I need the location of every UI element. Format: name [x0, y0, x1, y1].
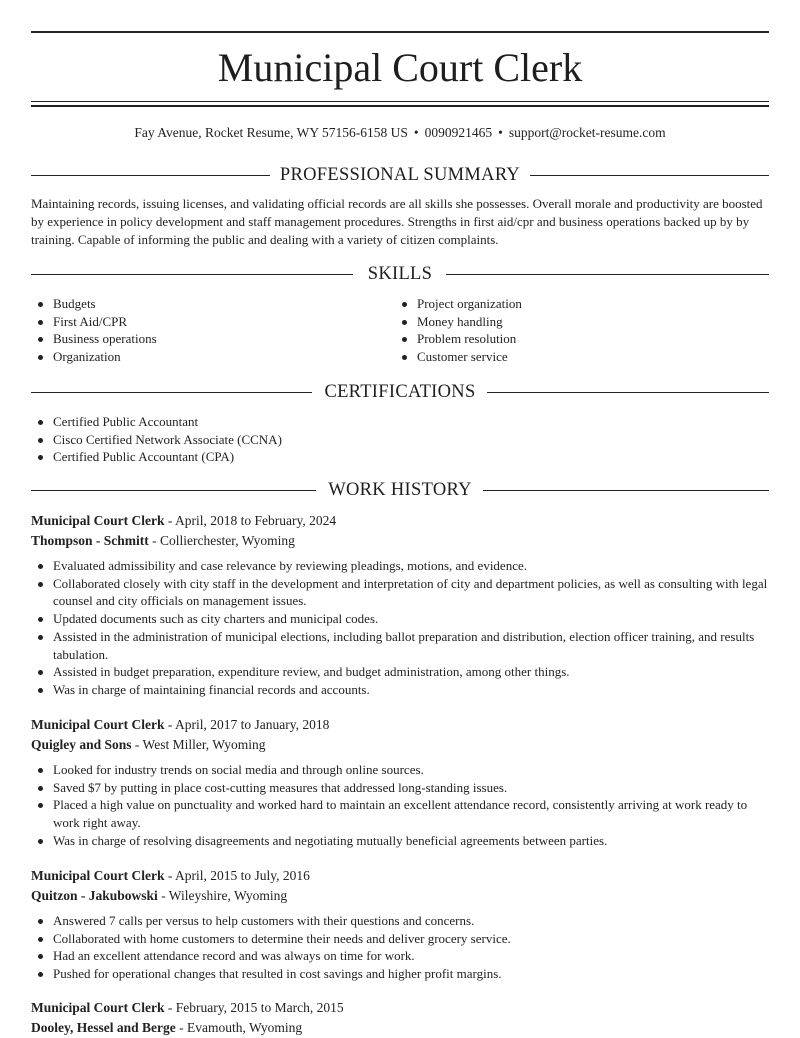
job-company: Thompson - Schmitt	[31, 533, 149, 548]
job-company: Dooley, Hessel and Berge	[31, 1020, 176, 1035]
skill-item: Budgets	[31, 295, 391, 313]
summary-heading-title: PROFESSIONAL SUMMARY	[279, 165, 521, 185]
certification-item: Cisco Certified Network Associate (CCNA)	[31, 431, 769, 449]
job-role-line	[31, 998, 769, 1018]
job-bullets	[31, 912, 769, 983]
contact-phone: 0090921465	[424, 125, 493, 140]
job-title: Municipal Court Clerk	[31, 868, 165, 883]
name-rule-thin	[31, 101, 769, 102]
certifications-heading	[31, 380, 769, 404]
job-bullet: Evaluated admissibility and case relevance by reviewing pleadings, motions, and evidence.	[31, 557, 769, 575]
skills-list-left	[31, 295, 391, 366]
job-role-line	[31, 715, 769, 735]
job-entry	[31, 866, 769, 983]
contact-email: support@rocket-resume.com	[508, 125, 666, 140]
job-location: - Wileyshire, Wyoming	[157, 888, 288, 903]
job-bullet: Pushed for operational changes that resulted in cost savings and higher profit margins.	[31, 965, 769, 983]
skills-list-right	[395, 295, 769, 366]
job-role-line	[31, 866, 769, 886]
job-dates: - April, 2017 to January, 2018	[164, 717, 330, 732]
contact-address: Fay Avenue, Rocket Resume, WY 57156-6158 US	[134, 125, 408, 140]
skill-item: Project organization	[395, 295, 769, 313]
skill-item: Customer service	[395, 348, 769, 366]
job-bullets	[31, 761, 769, 850]
contact-separator: •	[413, 125, 419, 140]
job-bullet: Saved $7 by putting in place cost-cutting measures that addressed long-standing issues.	[31, 779, 769, 797]
certification-item: Certified Public Accountant (CPA)	[31, 448, 769, 466]
job-bullet: Looked for industry trends on social media and through online sources.	[31, 761, 769, 779]
job-bullet: Had an excellent attendance record and was always on time for work.	[31, 947, 769, 965]
job-location: - West Miller, Wyoming	[131, 737, 266, 752]
contact-line	[31, 123, 769, 143]
job-role-line	[31, 511, 769, 531]
job-bullet: Answered 7 calls per versus to help customers with their questions and concerns.	[31, 912, 769, 930]
job-title: Municipal Court Clerk	[31, 513, 165, 528]
summary-heading	[31, 163, 769, 187]
skill-item: Organization	[31, 348, 391, 366]
job-company: Quigley and Sons	[31, 737, 132, 752]
job-bullet: Collaborated closely with city staff in the development and interpretation of city and department policies, as well as consulting with legal counsel and city officials on management issues.	[31, 575, 769, 610]
job-entry	[31, 715, 769, 850]
work-history-heading-title: WORK HISTORY	[328, 480, 472, 500]
job-bullet: Was in charge of maintaining financial records and accounts.	[31, 681, 769, 699]
job-dates: - April, 2018 to February, 2024	[164, 513, 337, 528]
summary-text: Maintaining records, issuing licenses, and validating official records are all skills she possesses. Overall morale and productivity are boosted by experience in policy development and staff management procedures. Strengths in first aid/cpr and business operations backed up by by training. Capable of informing the public and dealing with a variety of citizen complaints.	[31, 196, 763, 247]
skill-item: Business operations	[31, 330, 391, 348]
skills-heading	[31, 262, 769, 286]
job-entry	[31, 998, 769, 1038]
job-bullet: Was in charge of resolving disagreements and negotiating mutually beneficial agreements between parties.	[31, 832, 769, 850]
skill-item: Money handling	[395, 313, 769, 331]
contact-separator: •	[498, 125, 503, 140]
certification-item: Certified Public Accountant	[31, 413, 769, 431]
job-bullet: Assisted in budget preparation, expenditure review, and budget administration, among other things.	[31, 663, 769, 681]
certifications-list	[31, 413, 769, 466]
certifications-heading-title: CERTIFICATIONS	[324, 382, 476, 402]
skill-item: First Aid/CPR	[31, 313, 391, 331]
job-location: - Evamouth, Wyoming	[175, 1020, 303, 1035]
job-bullet: Updated documents such as city charters and municipal codes.	[31, 610, 769, 628]
job-bullet: Assisted in the administration of municipal elections, including ballot preparation and distribution, election officer training, and results tabulation.	[31, 628, 769, 663]
job-bullets	[31, 557, 769, 699]
job-title: Municipal Court Clerk	[31, 1000, 165, 1015]
job-title: Municipal Court Clerk	[31, 717, 165, 732]
work-history-heading	[31, 478, 769, 502]
job-company-line	[31, 531, 769, 551]
job-location: - Collierchester, Wyoming	[148, 533, 295, 548]
job-company: Quitzon - Jakubowski	[31, 888, 158, 903]
job-bullet: Placed a high value on punctuality and worked hard to maintain an excellent attendance record, consistently arriving at work ready to work right away.	[31, 796, 769, 831]
skill-item: Problem resolution	[395, 330, 769, 348]
name-rule-thick	[31, 105, 769, 107]
job-entry	[31, 511, 769, 699]
resume-name: Municipal Court Clerk	[217, 45, 583, 90]
job-dates: - February, 2015 to March, 2015	[164, 1000, 344, 1015]
job-dates: - April, 2015 to July, 2016	[164, 868, 310, 883]
skills-heading-title: SKILLS	[367, 264, 433, 284]
job-bullet: Collaborated with home customers to determine their needs and deliver grocery service.	[31, 930, 769, 948]
job-company-line	[31, 735, 769, 755]
job-company-line	[31, 886, 769, 906]
job-company-line	[31, 1018, 769, 1038]
top-rule	[31, 31, 769, 33]
